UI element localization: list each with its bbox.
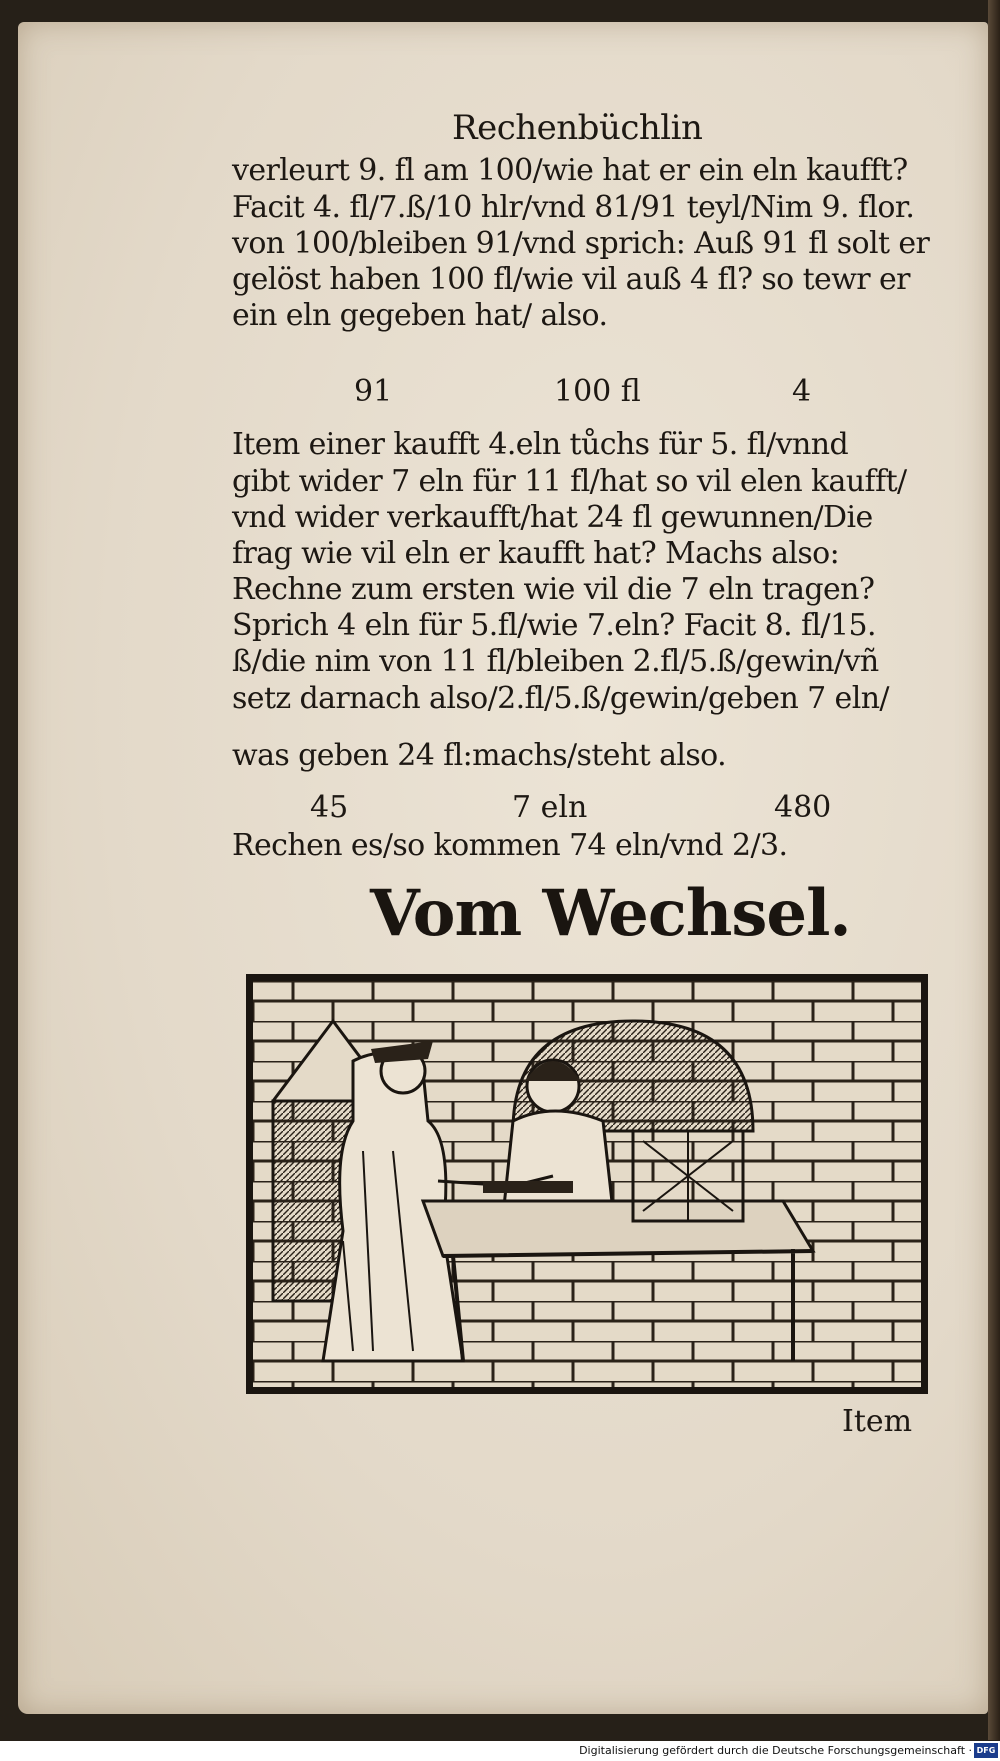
text-line: ein eln gegeben hat/ also. — [232, 298, 608, 333]
text-line: Facit 4. fl/7.ß/10 hlr/vnd 81/91 teyl/Nim 9. flor. — [232, 190, 915, 225]
dfg-logo: DFG — [974, 1743, 998, 1758]
woodcut-illustration — [246, 974, 928, 1394]
book-edge — [988, 0, 1000, 1740]
figure-value: 100 fl — [554, 374, 641, 409]
figure-value: 4 — [792, 374, 812, 409]
text-line: ß/die nim von 11 fl/bleiben 2.fl/5.ß/gewin/vñ — [232, 644, 879, 679]
digitization-footer — [0, 1741, 1000, 1761]
catchword: Item — [842, 1404, 913, 1439]
text-line: verleurt 9. fl am 100/wie hat er ein eln kaufft? — [232, 153, 908, 188]
figure-value: 480 — [774, 790, 832, 825]
woodcut-drawing — [253, 981, 921, 1387]
text-line: vnd wider verkaufft/hat 24 fl gewunnen/Die — [232, 500, 873, 535]
text-line: von 100/bleiben 91/vnd sprich: Auß 91 fl solt er — [232, 226, 930, 261]
running-head: Rechenbüchlin — [452, 108, 703, 148]
figure-value: 91 — [354, 374, 393, 409]
text-line: gelöst haben 100 fl/wie vil auß 4 fl? so tewr er — [232, 262, 910, 297]
figure-value: 45 — [310, 790, 349, 825]
funding-credit: Digitalisierung gefördert durch die Deutsche Forschungsgemeinschaft · — [579, 1744, 972, 1757]
figure-value: 7 eln — [512, 790, 588, 825]
text-line: Sprich 4 eln für 5.fl/wie 7.eln? Facit 8. fl/15. — [232, 608, 876, 643]
text-line: Item einer kaufft 4.eln tůchs für 5. fl/vnnd — [232, 427, 849, 462]
text-line: setz darnach also/2.fl/5.ß/gewin/geben 7 eln/ — [232, 681, 889, 716]
text-line: Rechne zum ersten wie vil die 7 eln tragen? — [232, 572, 875, 607]
text-line: frag wie vil eln er kaufft hat? Machs also: — [232, 536, 840, 571]
section-heading: Vom Wechsel. — [370, 876, 851, 951]
text-line: gibt wider 7 eln für 11 fl/hat so vil elen kaufft/ — [232, 464, 907, 499]
text-line: was geben 24 fl:machs/steht also. — [232, 738, 727, 773]
result-line: Rechen es/so kommen 74 eln/vnd 2/3. — [232, 828, 788, 863]
